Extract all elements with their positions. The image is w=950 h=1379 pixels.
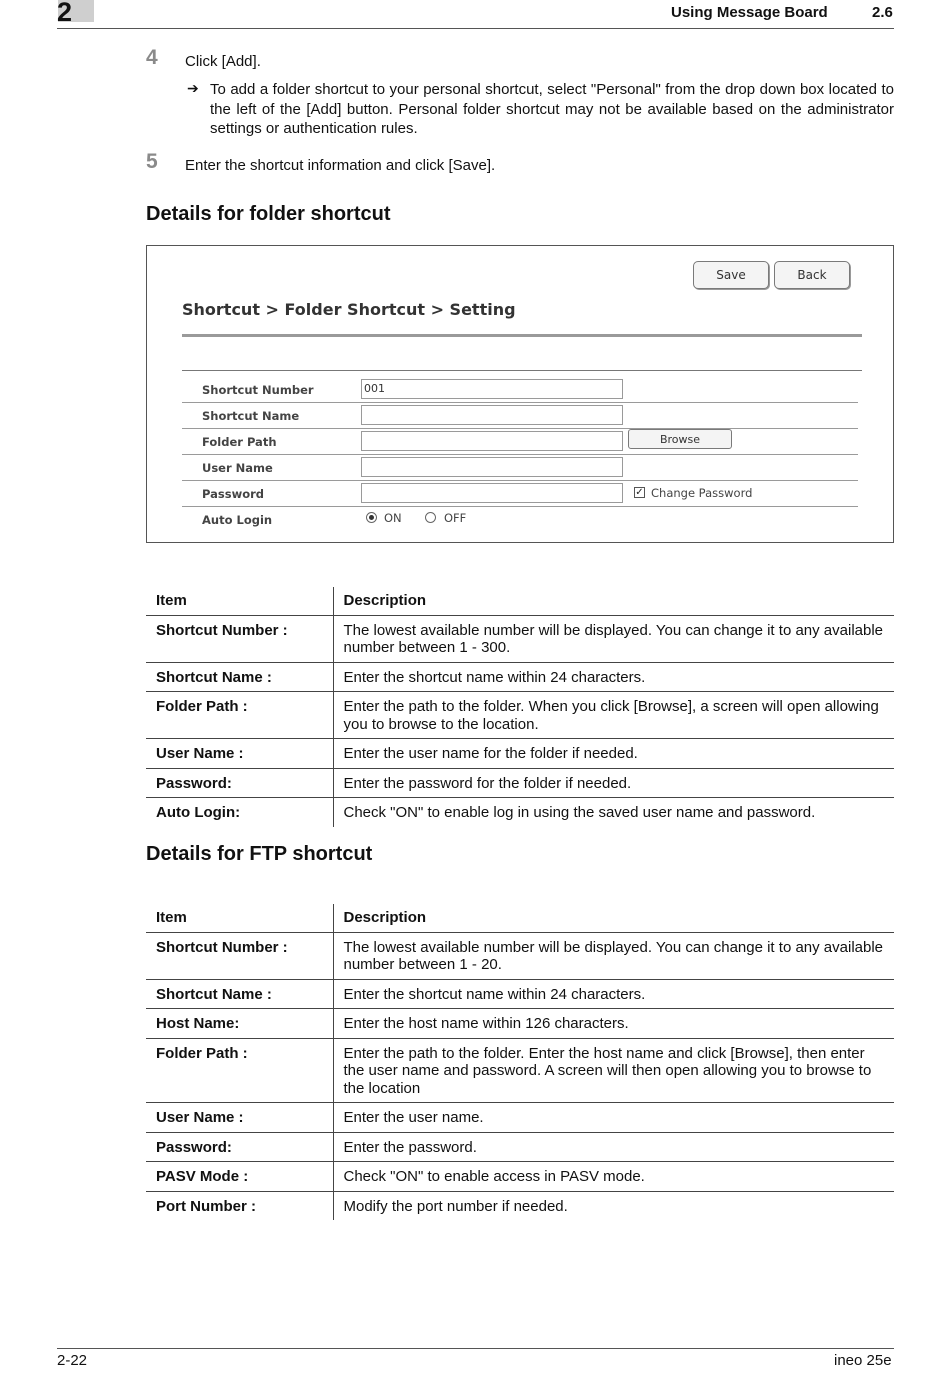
description-cell: Enter the path to the folder. Enter the host name and click [Browse], then enter the user name and password. A screen will then open allowing you to browse to the location xyxy=(343,1044,872,1097)
shortcut-name-label: Shortcut Name xyxy=(202,409,300,423)
item-cell: PASV Mode : xyxy=(146,1162,333,1192)
running-header-section: 2.6 xyxy=(872,4,893,21)
folder-section-title: Details for folder shortcut xyxy=(146,203,391,225)
auto-login-on-label: ON xyxy=(384,511,402,525)
item-cell: Folder Path : xyxy=(146,692,333,739)
table-row xyxy=(146,768,894,798)
item-cell: Port Number : xyxy=(146,1191,333,1220)
description-cell: Enter the shortcut name within 24 characters. xyxy=(343,985,646,1003)
step-text-4: Click [Add]. xyxy=(185,53,261,70)
ftp-shortcut-table xyxy=(146,904,894,1220)
form-row-folder-path xyxy=(182,429,858,455)
description-cell: Modify the port number if needed. xyxy=(343,1197,568,1215)
breadcrumb: Shortcut > Folder Shortcut > Setting xyxy=(182,300,516,319)
folder-path-label: Folder Path xyxy=(202,435,277,449)
password-input[interactable] xyxy=(361,483,623,503)
table-row xyxy=(146,1162,894,1192)
description-cell: Enter the user name. xyxy=(343,1109,484,1126)
step-number-5: 5 xyxy=(146,150,158,173)
page-number: 2-22 xyxy=(57,1352,88,1369)
change-password-checkbox[interactable]: ✓ xyxy=(635,487,644,498)
description-cell: Check "ON" to enable log in using the saved user name and password. xyxy=(343,804,816,821)
folder-path-input[interactable] xyxy=(361,431,623,451)
form-row-auto-login xyxy=(182,507,858,533)
column-header-description: Description xyxy=(343,592,427,609)
table-row xyxy=(146,1103,894,1133)
column-header-description: Description xyxy=(343,909,427,926)
table-header-row xyxy=(146,904,894,932)
item-cell: Auto Login: xyxy=(146,798,333,827)
title-divider xyxy=(182,334,862,337)
item-cell: Host Name: xyxy=(146,1009,333,1039)
form-row-shortcut-name xyxy=(182,403,858,429)
item-cell: Password: xyxy=(146,768,333,798)
auto-login-off-label: OFF xyxy=(444,511,467,525)
password-label: Password xyxy=(202,487,264,501)
item-cell: User Name : xyxy=(146,1103,333,1133)
description-cell: Enter the user name for the folder if needed. xyxy=(343,745,638,762)
table-row xyxy=(146,692,894,739)
table-row xyxy=(146,1038,894,1103)
auto-login-off-radio[interactable] xyxy=(425,512,436,523)
form-row-user-name xyxy=(182,455,858,481)
header-divider xyxy=(57,28,894,29)
table-row xyxy=(146,739,894,769)
product-name: ineo 25e xyxy=(834,1352,892,1369)
description-cell: Enter the host name within 126 characters. xyxy=(343,1015,629,1032)
step-note: To add a folder shortcut to your personal shortcut, select "Personal" from the drop down box located to the left of the [Add] button. Personal folder shortcut may not be available based on the administrator settings or authentication rules. xyxy=(210,81,894,137)
form-row-password xyxy=(182,481,858,507)
change-password-label: Change Password xyxy=(651,486,753,500)
table-row xyxy=(146,798,894,827)
table-row xyxy=(146,932,894,979)
item-cell: Shortcut Number : xyxy=(146,932,333,979)
item-cell: Shortcut Name : xyxy=(146,979,333,1009)
shortcut-number-input[interactable]: 001 xyxy=(361,379,623,399)
description-cell: Enter the shortcut name within 24 characters. xyxy=(343,668,646,686)
description-cell: Enter the password. xyxy=(343,1138,477,1156)
folder-shortcut-screenshot xyxy=(146,245,894,543)
table-row xyxy=(146,1132,894,1162)
shortcut-name-input[interactable] xyxy=(361,405,623,425)
folder-shortcut-table xyxy=(146,587,894,827)
table-row xyxy=(146,979,894,1009)
auto-login-label: Auto Login xyxy=(202,513,273,527)
ftp-section-title: Details for FTP shortcut xyxy=(146,843,373,865)
description-cell: The lowest available number will be displayed. You can change it to any available number between 1 - 300. xyxy=(343,621,884,656)
user-name-input[interactable] xyxy=(361,457,623,477)
description-cell: Enter the path to the folder. When you click [Browse], a screen will open allowing you to browse to the location. xyxy=(343,698,879,733)
browse-button[interactable]: Browse xyxy=(628,429,732,449)
table-row xyxy=(146,615,894,662)
running-header-title: Using Message Board xyxy=(671,4,828,21)
table-row xyxy=(146,662,894,692)
column-header-item: Item xyxy=(146,904,333,932)
item-cell: Shortcut Number : xyxy=(146,615,333,662)
chapter-number: 2 xyxy=(57,0,73,27)
user-name-label: User Name xyxy=(202,461,273,475)
shortcut-number-label: Shortcut Number xyxy=(202,383,314,397)
item-cell: Folder Path : xyxy=(146,1038,333,1103)
step-text-5: Enter the shortcut information and click [Save]. xyxy=(185,157,496,174)
description-cell: Enter the password for the folder if needed. xyxy=(343,774,632,792)
table-header-row xyxy=(146,587,894,615)
save-button[interactable]: Save xyxy=(693,261,769,289)
description-cell: Check "ON" to enable access in PASV mode. xyxy=(343,1168,645,1185)
form-top-divider xyxy=(182,370,862,371)
form-row-shortcut-number xyxy=(182,377,858,403)
step-number-4: 4 xyxy=(146,46,158,69)
footer-divider xyxy=(57,1348,894,1349)
table-row xyxy=(146,1009,894,1039)
description-cell: The lowest available number will be displayed. You can change it to any available number between 1 - 20. xyxy=(343,938,884,973)
column-header-item: Item xyxy=(146,587,333,615)
item-cell: User Name : xyxy=(146,739,333,769)
item-cell: Shortcut Name : xyxy=(146,662,333,692)
item-cell: Password: xyxy=(146,1132,333,1162)
note-arrow-icon: ➔ xyxy=(187,80,199,96)
auto-login-on-radio[interactable] xyxy=(366,512,377,523)
back-button[interactable]: Back xyxy=(774,261,850,289)
table-row xyxy=(146,1191,894,1220)
